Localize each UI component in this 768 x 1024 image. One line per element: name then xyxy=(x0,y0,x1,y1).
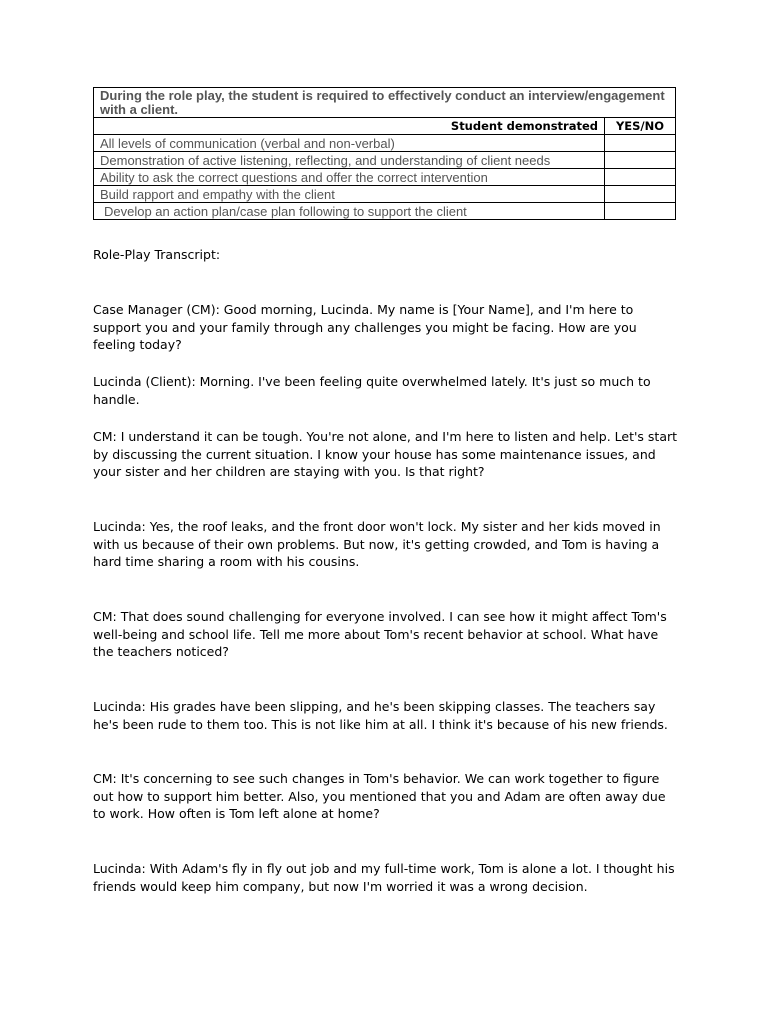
transcript-paragraph: Case Manager (CM): Good morning, Lucinda. My name is [Your Name], and I'm here to support you and your family through any challenges you might be facing. How are you feeling today? xyxy=(93,302,637,353)
criterion-rapport-empathy: Build rapport and empathy with the client xyxy=(94,186,605,203)
rubric-heading: During the role play, the student is required to effectively conduct an interview/engagement with a client. xyxy=(94,88,676,118)
transcript-paragraph: Lucinda: With Adam's fly in fly out job and my full-time work, Tom is alone a lot. I thought his friends would keep him company, but now I'm worried it was a wrong decision. xyxy=(93,861,675,894)
rubric-criterion-row xyxy=(94,152,676,169)
yes-no-cell xyxy=(605,186,676,203)
criterion-questions-intervention: Ability to ask the correct questions and offer the correct intervention xyxy=(94,169,605,186)
rubric-criterion-row xyxy=(94,169,676,186)
criterion-action-plan: Develop an action plan/case plan following to support the client xyxy=(94,203,605,220)
rubric-criterion-row xyxy=(94,135,676,152)
transcript-paragraph: Lucinda: His grades have been slipping, and he's been skipping classes. The teachers say he's been rude to them too. This is not like him at all. I think it's because of his new friends. xyxy=(93,699,668,732)
transcript-paragraph: CM: I understand it can be tough. You're not alone, and I'm here to listen and help. Let's start by discussing the current situation. I know your house has some maintenance issues, and your sister and her children are staying with you. Is that right? xyxy=(93,429,678,480)
criterion-communication: All levels of communication (verbal and non-verbal) xyxy=(94,135,605,152)
student-demonstrated-header: Student demonstrated xyxy=(94,118,605,135)
transcript-paragraph: CM: It's concerning to see such changes in Tom's behavior. We can work together to figure out how to support him better. Also, you mentioned that you and Adam are often away due to work. How often is Tom left alone at home? xyxy=(93,771,666,822)
yes-no-cell xyxy=(605,169,676,186)
assessment-rubric-table xyxy=(93,87,676,220)
yes-no-cell xyxy=(605,135,676,152)
transcript-paragraph: Lucinda: Yes, the roof leaks, and the front door won't lock. My sister and her kids moved in with us because of their own problems. But now, it's getting crowded, and Tom is having a hard time sharing a room with his cousins. xyxy=(93,519,661,570)
yes-no-cell xyxy=(605,152,676,169)
rubric-heading-row xyxy=(94,88,676,118)
yes-no-header: YES/NO xyxy=(605,118,676,135)
criterion-active-listening: Demonstration of active listening, reflecting, and understanding of client needs xyxy=(94,152,605,169)
yes-no-cell xyxy=(605,203,676,220)
rubric-criterion-row xyxy=(94,203,676,220)
rubric-column-header-row xyxy=(94,118,676,135)
transcript-title: Role-Play Transcript: xyxy=(93,247,221,262)
rubric-criterion-row xyxy=(94,186,676,203)
transcript-paragraph: Lucinda (Client): Morning. I've been feeling quite overwhelmed lately. It's just so much to handle. xyxy=(93,374,651,407)
transcript-paragraph: CM: That does sound challenging for everyone involved. I can see how it might affect Tom's well-being and school life. Tell me more about Tom's recent behavior at school. What have the teachers noticed? xyxy=(93,609,667,660)
